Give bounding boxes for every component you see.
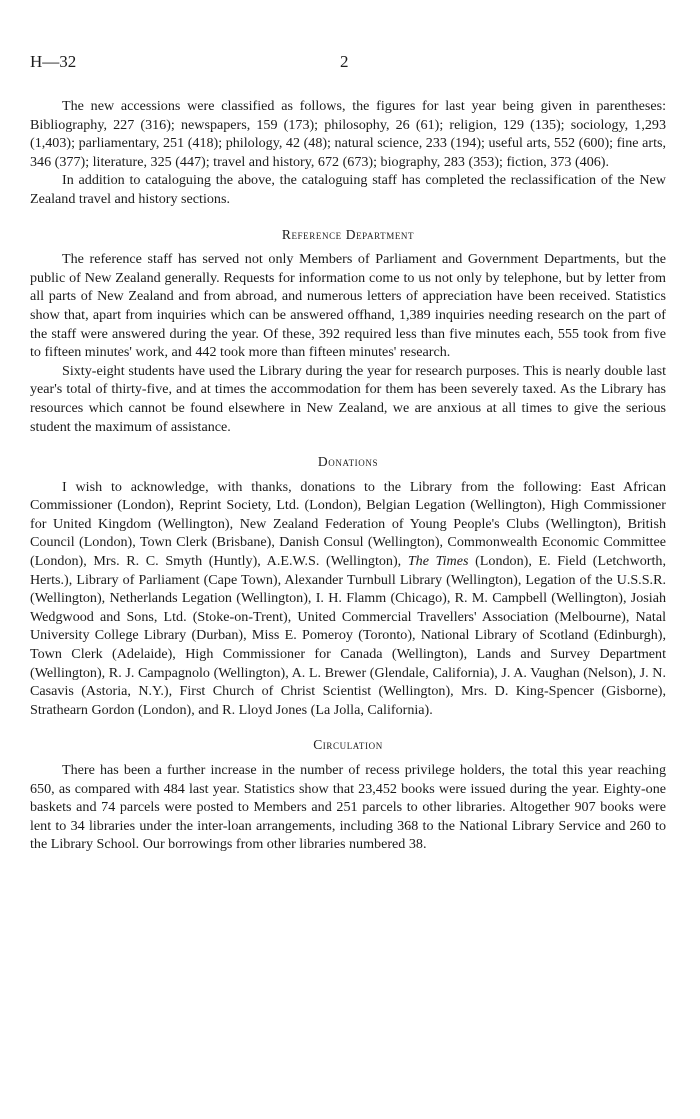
reference-paragraph: The reference staff has served not only Members of Parliament and Government Departments, but the public of New Zealand generally. Requests for information come to us not only by telephone, but by letter from all parts of New Zealand and from abroad, and numerous letters of appreciation have been received. Statistics show that, apart from inquiries which can be answered offhand, 1,389 inquiries needing research on the part of the staff were answered during the year. Of these, 392 required less than five minutes each, 555 took from five to fifteen minutes' work, and 442 took more than fifteen minutes' research. bbox=[30, 251, 666, 361]
donations-heading: Donations bbox=[317, 454, 379, 470]
circulation-heading: Circulation bbox=[313, 737, 383, 753]
students-paragraph: Sixty-eight students have used the Library during the year for research purposes. This is nearly double last year's total of thirty-five, and at times the accommodation for them has been severely taxed. As the Library has resources which cannot be found elsewhere in New Zealand, we are anxious at all times to give the serious student the maximum of assistance. bbox=[30, 362, 666, 435]
circulation-paragraph: There has been a further increase in the number of recess privilege holders, the total this year reaching 650, as compared with 484 last year. Statistics show that 23,452 books were issued during the year. Eighty-one baskets and 74 parcels were posted to Members and 251 parcels to other libraries. Altogether 907 books were lent to 34 libraries under the inter-loan arrangements, including 368 to the National Library Service and 260 to the Library School. Our borrowings from other libraries numbered 38. bbox=[30, 762, 666, 853]
document-reference: H—32 bbox=[30, 52, 77, 71]
body-text bbox=[30, 97, 666, 854]
donations-paragraph bbox=[30, 478, 666, 720]
reference-department-heading: Reference Department bbox=[281, 226, 415, 242]
cataloguing-paragraph: In addition to cataloguing the above, the cataloguing staff has completed the reclassification of the New Zealand travel and history sections. bbox=[30, 172, 666, 207]
donations-text-part-1: I wish to acknowledge, with thanks, donations to the Library from the following: East African Commissioner (London), Reprint Society, Ltd. (London), Belgian Legation (Wellington), High Commissioner for United Kingdom (Wellington), New Zealand Federation of Young People's Clubs (Wellington), British Council (London), Town Clerk (Brisbane), Danish Consul (Wellington), Commonwealth Economic Committee (London), Mrs. R. C. Smyth (Huntly), A.E.W.S. (Wellington), bbox=[30, 478, 666, 570]
donations-text-part-2: (London), E. Field (Letchworth, Herts.), Library of Parliament (Cape Town), Alexander Turnbull Library (Wellington), Legation of the U.S.S.R. (Wellington), Netherlands Legation (Wellington), I. H. Flamm (Chicago), R. M. Campbell (Wellington), Josiah Wedgwood and Sons, Ltd. (Stoke-on-Trent), United Commercial Travellers' Association (Melbourne), Natal University College Library (Durban), Miss E. Pomeroy (Toronto), National Library of Scotland (Edinburgh), Town Clerk (Adelaide), High Commissioner for Canada (Wellington), Lands and Survey Department (Wellington), R. J. Campagnolo (Wellington), A. L. Brewer (Glendale, California), J. A. Vaughan (Nelson), J. N. Casavis (Astoria, N.Y.), First Church of Christ Scientist (Wellington), Mrs. D. King-Spencer (Gisborne), Strathearn Gordon (London), and R. Lloyd Jones (La Jolla, California). bbox=[30, 553, 666, 718]
accessions-paragraph: The new accessions were classified as follows, the figures for last year being given in parentheses: Bibliography, 227 (316); newspapers, 159 (173); philosophy, 26 (61); religion, 129 (135); sociology, 1,293 (1,403); parliamentary, 251 (418); philology, 42 (48); natural science, 233 (194); useful arts, 552 (600); fine arts, 346 (377); literature, 325 (447); travel and history, 672 (673); biography, 283 (353); fiction, 373 (406). bbox=[30, 98, 666, 170]
page-number: 2 bbox=[340, 52, 349, 71]
donations-newspaper-title: The Times bbox=[407, 553, 469, 570]
page-header bbox=[30, 52, 670, 76]
